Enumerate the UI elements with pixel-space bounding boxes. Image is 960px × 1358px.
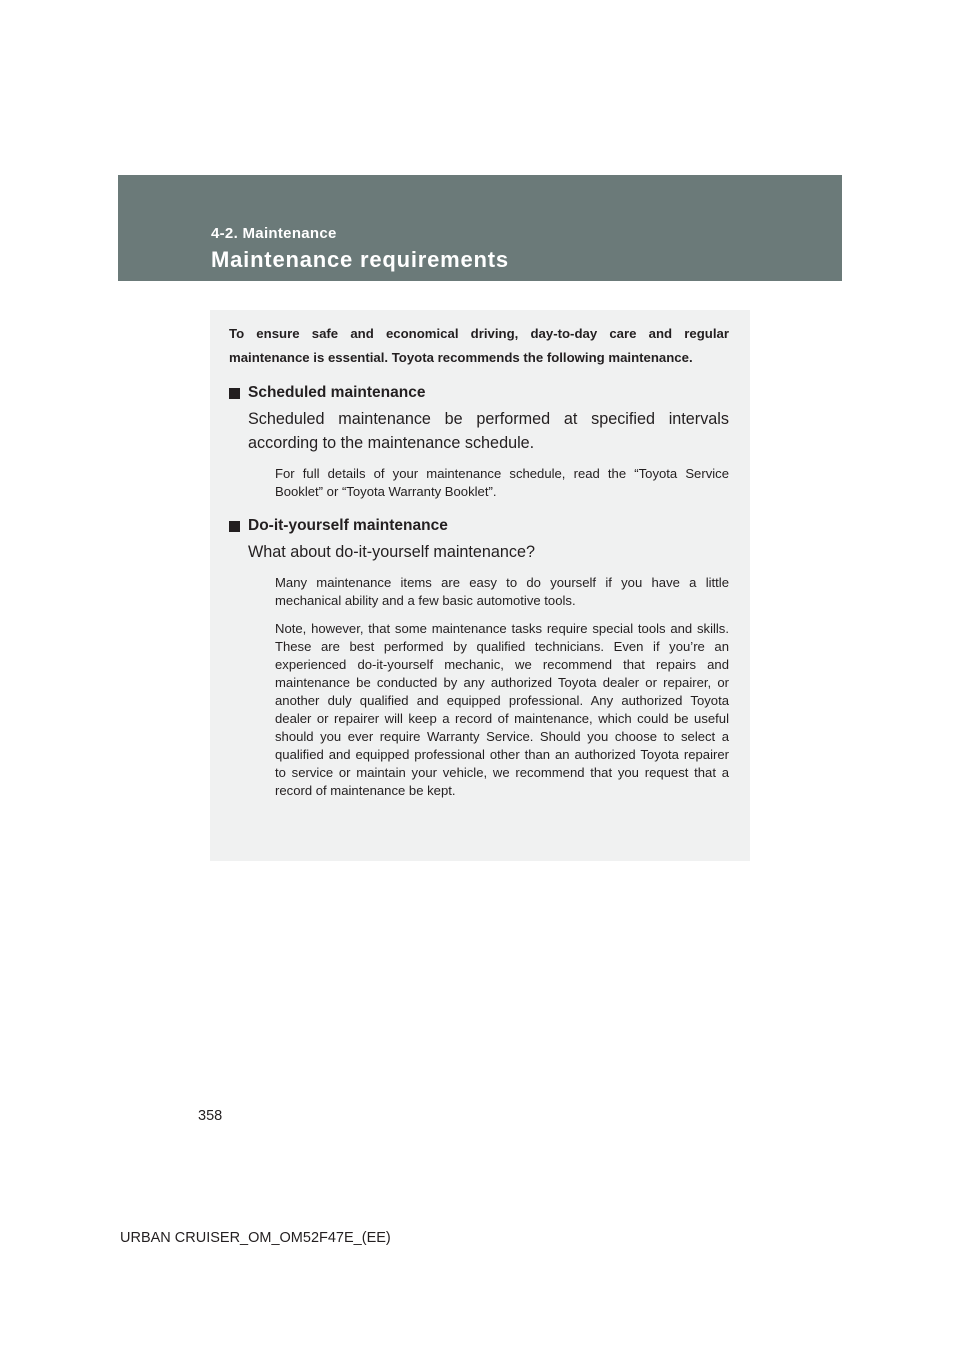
square-bullet-icon — [229, 388, 240, 399]
section-lead-text: What about do-it-yourself maintenance? — [248, 543, 536, 561]
section-heading-diy — [229, 515, 729, 537]
intro-text: To ensure safe and economical driving, day-to-day care and regular maintenance is essential. Toyota recommends the following maintenance. — [229, 326, 729, 365]
section-heading-label: Do-it-yourself maintenance — [248, 517, 448, 534]
chapter-header-band — [118, 175, 842, 281]
section-label: 4-2. Maintenance — [211, 225, 337, 242]
section-lead-text: Scheduled maintenance be performed at specified intervals according to the maintenance schedule. — [248, 410, 729, 452]
square-bullet-icon — [229, 521, 240, 532]
content-box — [210, 310, 750, 861]
section-note: Many maintenance items are easy to do yourself if you have a little mechanical ability and a few basic automotive tools. — [275, 575, 729, 608]
section-note: Note, however, that some maintenance tasks require special tools and skills. These are best performed by qualified technicians. Even if you’re an experienced do-it-yourself mechanic, we recommend that repairs and maintenance be conducted by any authorized Toyota dealer or repairer, or another duly qualified and equipped professional. Any authorized Toyota dealer or repairer will keep a record of maintenance, which could be useful should you ever require Warranty Service. Should you choose to select a qualified and equipped professional other than an authorized Toyota repairer to service or maintain your vehicle, we recommend that you request that a record of maintenance be kept. — [275, 621, 729, 798]
section-note: For full details of your maintenance schedule, read the “Toyota Service Booklet” or “Toyota Warranty Booklet”. — [275, 466, 729, 499]
section-heading-scheduled — [229, 382, 729, 404]
page-title: Maintenance requirements — [211, 247, 509, 272]
page-number: 358 — [198, 1108, 223, 1124]
section-heading-label: Scheduled maintenance — [248, 384, 426, 401]
document-code: URBAN CRUISER_OM_OM52F47E_(EE) — [120, 1230, 391, 1246]
